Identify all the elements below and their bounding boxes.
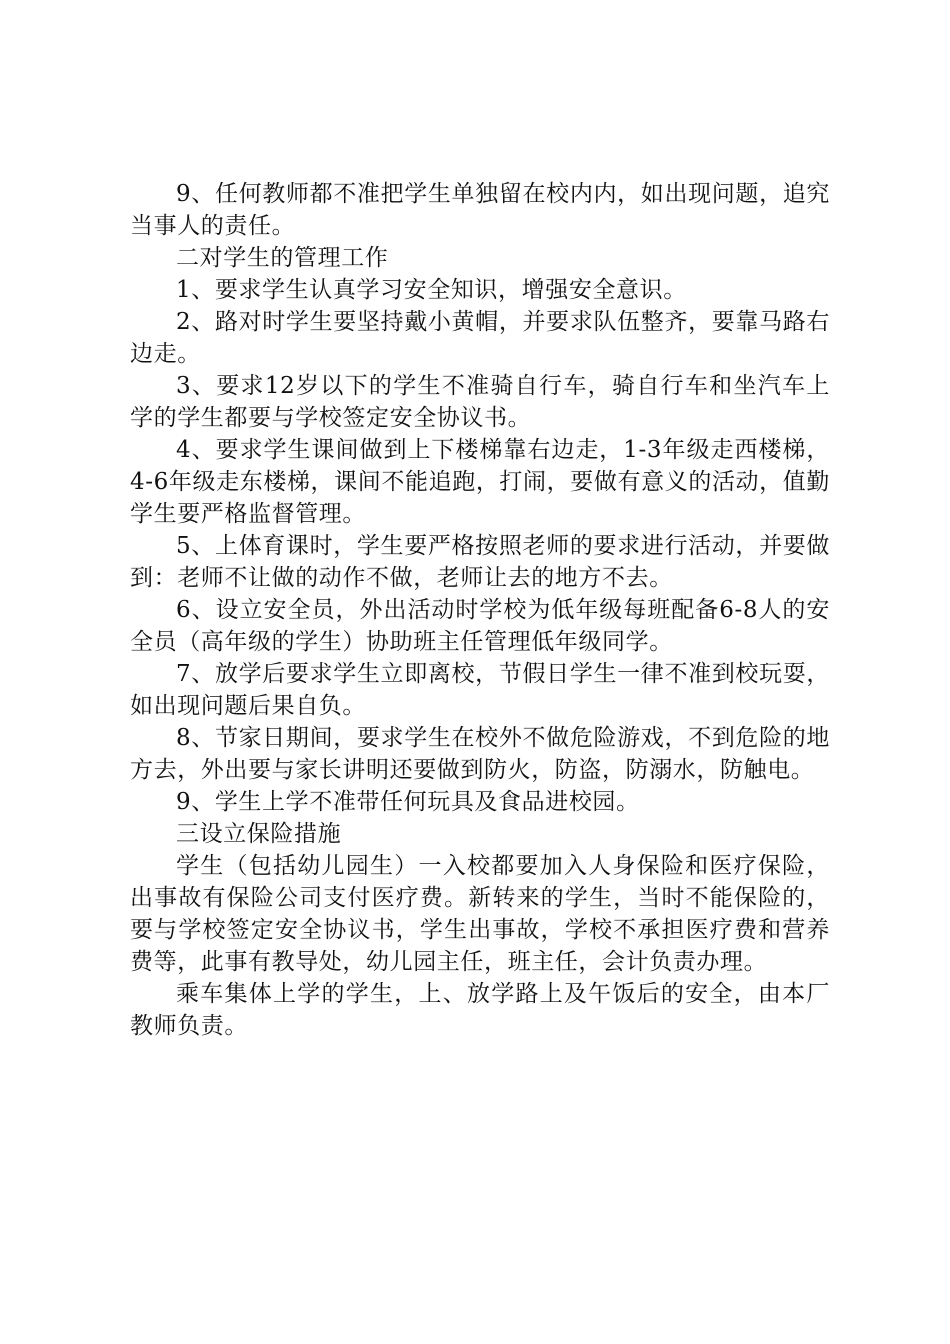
- paragraph-student-rule-4: 4、要求学生课间做到上下楼梯靠右边走，1-3年级走西楼梯，4-6年级走东楼梯，课间不能追跑，打闹，要做有意义的活动，值勤学生要严格监督管理。: [130, 437, 830, 527]
- paragraph-student-rule-2: 2、路对时学生要坚持戴小黄帽，并要求队伍整齐，要靠马路右边走。: [130, 309, 830, 367]
- paragraph-student-rule-6: 6、设立安全员，外出活动时学校为低年级每班配备6-8人的安全员（高年级的学生）协助班主任管理低年级同学。: [130, 597, 830, 655]
- paragraph-bus-students: 乘车集体上学的学生，上、放学路上及午饭后的安全，由本厂教师负责。: [130, 981, 830, 1039]
- paragraph-teacher-rule-9: 9、任何教师都不准把学生单独留在校内内，如出现问题，追究当事人的责任。: [130, 181, 830, 239]
- paragraph-student-rule-8: 8、节家日期间，要求学生在校外不做危险游戏，不到危险的地方去，外出要与家长讲明还要做到防火，防盗，防溺水，防触电。: [130, 725, 830, 783]
- paragraph-student-rule-1: 1、要求学生认真学习安全知识，增强安全意识。: [176, 277, 687, 303]
- paragraph-student-rule-5: 5、上体育课时，学生要严格按照老师的要求进行活动，并要做到：老师不让做的动作不做，老师让去的地方不去。: [130, 533, 830, 591]
- paragraph-student-rule-7: 7、放学后要求学生立即离校，节假日学生一律不准到校玩耍，如出现问题后果自负。: [130, 661, 830, 719]
- paragraph-insurance-details: 学生（包括幼儿园生）一入校都要加入人身保险和医疗保险，出事故有保险公司支付医疗费。新转来的学生，当时不能保险的，要与学校签定安全协议书，学生出事故，学校不承担医疗费和营养费等，此事有教导处，幼儿园主任，班主任，会计负责办理。: [130, 853, 830, 975]
- paragraph-student-rule-9: 9、学生上学不准带任何玩具及食品进校园。: [176, 789, 640, 815]
- paragraph-student-rule-3: 3、要求12岁以下的学生不准骑自行车，骑自行车和坐汽车上学的学生都要与学校签定安全协议书。: [130, 373, 830, 431]
- document-body: [130, 178, 830, 1042]
- section-heading-student-management: 二对学生的管理工作: [176, 245, 389, 271]
- section-heading-insurance: 三设立保险措施: [176, 821, 342, 847]
